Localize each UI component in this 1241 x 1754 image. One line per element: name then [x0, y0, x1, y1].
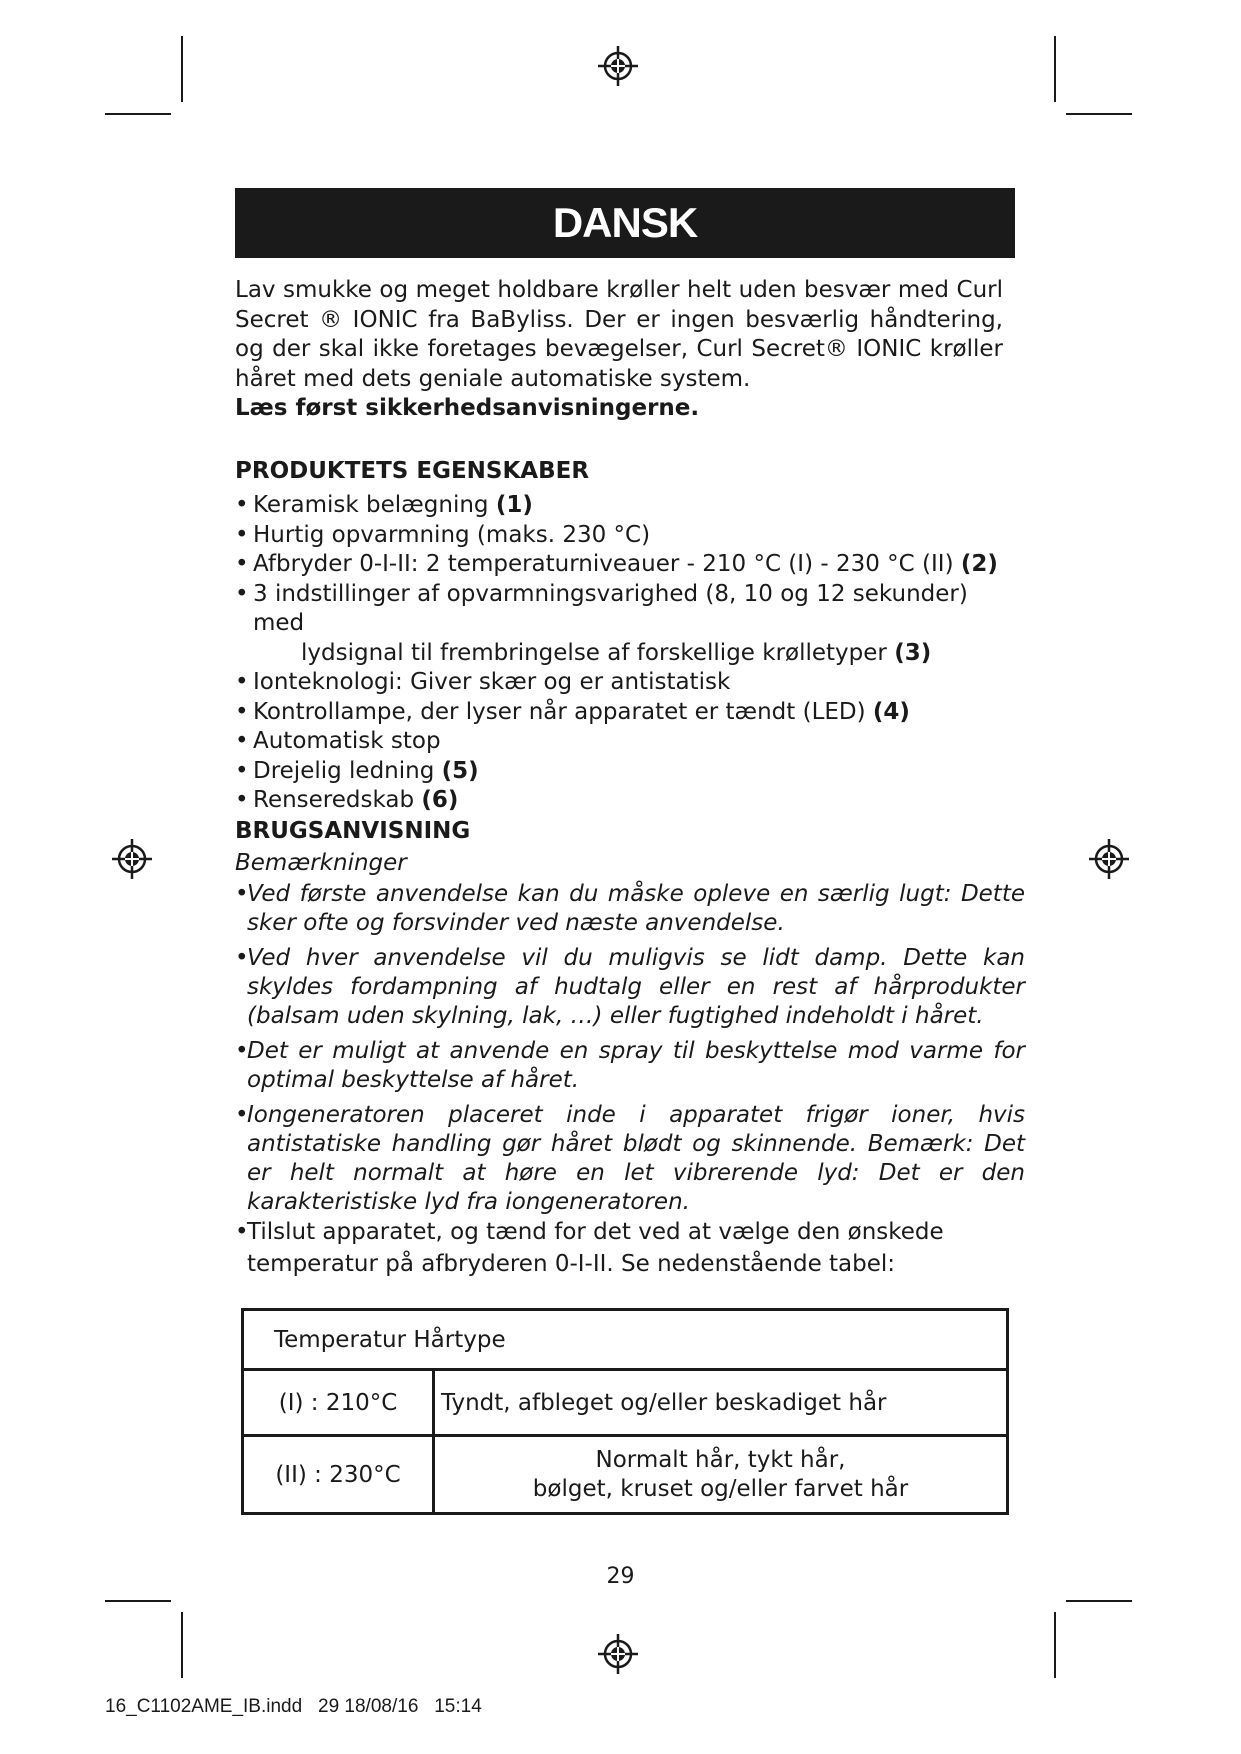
notes-list	[235, 880, 1025, 1223]
feature-item: • Automatisk stop	[235, 727, 1015, 757]
feature-item: • Keramisk belægning (1)	[235, 491, 1015, 521]
crop-mark	[181, 1612, 183, 1678]
feature-item: • Kontrollampe, der lyser når apparatet er tændt (LED) (4)	[235, 698, 1015, 728]
feature-item: • Drejelig ledning (5)	[235, 757, 1015, 787]
registration-mark-icon	[110, 837, 154, 881]
feature-item: • Ionteknologi: Giver skær og er antistatisk	[235, 668, 1015, 698]
page-number: 29	[606, 1564, 635, 1589]
registration-mark-icon	[1087, 837, 1131, 881]
table-cell: (I) : 210°C	[243, 1370, 434, 1436]
note-item: • Ved hver anvendelse vil du muligvis se lidt damp. Dette kan skyldes fordampning af hudtalg eller en rest af hårprodukter (balsam uden skylning, lak, …) eller fugtighed indeholdt i håret.	[235, 944, 1025, 1031]
crop-mark	[1054, 1612, 1056, 1678]
crop-mark	[1054, 36, 1056, 102]
registration-mark-icon	[596, 44, 640, 88]
crop-mark	[105, 113, 171, 115]
table-header-cell	[243, 1310, 1008, 1370]
features-heading: PRODUKTETS EGENSKABER	[235, 458, 590, 484]
print-slug: 16_C1102AME_IB.indd 29 18/08/16 15:14	[105, 1696, 482, 1717]
header-temperature: Temperatur	[274, 1326, 407, 1353]
feature-item: • Renseredskab (6)	[235, 786, 1015, 816]
note-item: • Iongeneratoren placeret inde i apparatet frigør ioner, hvis antistatiske handling gør håret blødt og skinnende. Bemærk: Det er helt normalt at høre en let vibrerende lyd: Det er den karakteristiske lyd fra iongeneratoren.	[235, 1101, 1025, 1217]
intro-paragraph: Lav smukke og meget holdbare krøller helt uden besvær med Curl Secret ® IONIC fra BaByliss. Der er ingen besværlig håndtering, og der skal ikke foretages bevægelser, Curl Secret® IONIC krøller håret med dets geniale automatiske system.	[235, 277, 1003, 392]
features-list	[235, 491, 1015, 816]
registration-mark-icon	[596, 1632, 640, 1676]
crop-mark	[105, 1600, 171, 1602]
header-hair-type: Hårtype	[413, 1326, 506, 1353]
temperature-table	[241, 1308, 1009, 1515]
usage-heading: BRUGSANVISNING	[235, 818, 471, 844]
feature-item: • Hurtig opvarmning (maks. 230 °C)	[235, 521, 1015, 551]
safety-note: Læs først sikkerhedsanvisningerne.	[235, 395, 700, 421]
table-cell: (II) : 230°C	[243, 1436, 434, 1514]
feature-item: • 3 indstillinger af opvarmningsvarighed (8, 10 og 12 sekunder) med	[235, 580, 1015, 639]
feature-item-continuation: lydsignal til frembringelse af forskellige krølletyper (3)	[301, 639, 932, 666]
table-row	[243, 1310, 1008, 1370]
crop-mark	[181, 36, 183, 102]
notes-subheading: Bemærkninger	[235, 850, 407, 876]
note-item: • Det er muligt at anvende en spray til beskyttelse mod varme for optimal beskyttelse af håret.	[235, 1037, 1025, 1095]
table-cell: Normalt hår, tykt hår, bølget, kruset og/eller farvet hår	[434, 1436, 1008, 1514]
table-cell: Tyndt, afbleget og/eller beskadiget hår	[434, 1370, 1008, 1436]
connect-instruction: • Tilslut apparatet, og tænd for det ved at vælge den ønskede temperatur på afbryderen 0-I-II. Se nedenstående tabel:	[235, 1216, 1025, 1280]
table-row	[243, 1370, 1008, 1436]
note-item: • Ved første anvendelse kan du måske opleve en særlig lugt: Dette sker ofte og forsvinder ved næste anvendelse.	[235, 880, 1025, 938]
feature-item: • Afbryder 0-I-II: 2 temperaturniveauer - 210 °C (I) - 230 °C (II) (2)	[235, 550, 1015, 580]
crop-mark	[1066, 1600, 1132, 1602]
crop-mark	[1066, 113, 1132, 115]
table-row	[243, 1436, 1008, 1514]
intro-section	[235, 276, 1003, 424]
language-title: DANSK	[235, 188, 1015, 258]
